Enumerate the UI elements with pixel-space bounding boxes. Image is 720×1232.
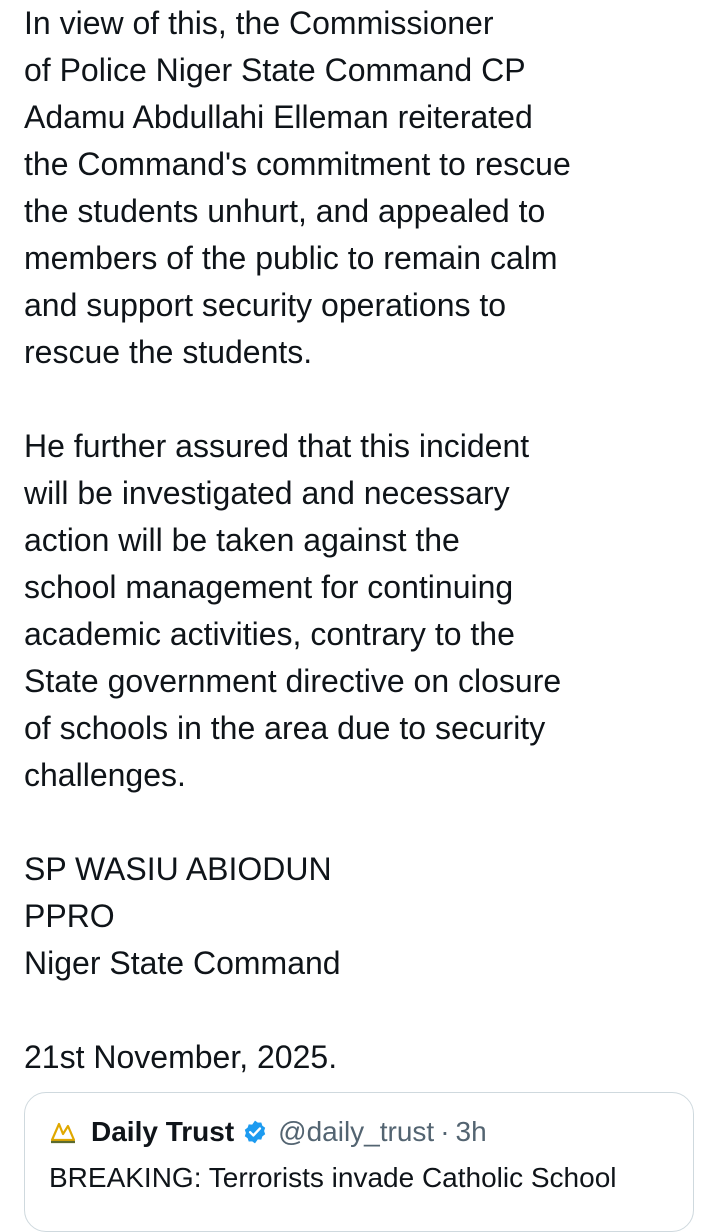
quoted-tweet-header bbox=[49, 1115, 487, 1149]
quoted-author-handle[interactable]: @daily_trust bbox=[278, 1116, 435, 1147]
tweet-body bbox=[24, 0, 704, 1081]
verified-badge-icon bbox=[242, 1119, 268, 1145]
quoted-author-name[interactable]: Daily Trust bbox=[91, 1116, 235, 1147]
separator-dot: · bbox=[440, 1116, 450, 1147]
quoted-tweet-time[interactable]: 3h bbox=[455, 1116, 487, 1147]
quoted-tweet-card[interactable] bbox=[24, 1092, 694, 1232]
tweet-paragraph-signature: SP WASIU ABIODUN PPRO Niger State Command bbox=[24, 851, 341, 981]
tweet-paragraph-statement: In view of this, the Commissioner of Police Niger State Command CP Adamu Abdullahi Elleman reiterated the Command's commitment to rescue the students unhurt, and appealed to members of the public to remain calm and support security operations to rescue the students. bbox=[24, 5, 571, 370]
tweet-paragraph-date: 21st November, 2025. bbox=[24, 1039, 338, 1075]
daily-trust-logo-icon[interactable] bbox=[49, 1118, 77, 1146]
quoted-tweet-text: BREAKING: Terrorists invade Catholic School bbox=[49, 1162, 617, 1193]
tweet-paragraph-assurance: He further assured that this incident will be investigated and necessary action will be taken against the school management for continuing academic activities, contrary to the State government directive on closure of schools in the area due to security challenges. bbox=[24, 428, 562, 793]
